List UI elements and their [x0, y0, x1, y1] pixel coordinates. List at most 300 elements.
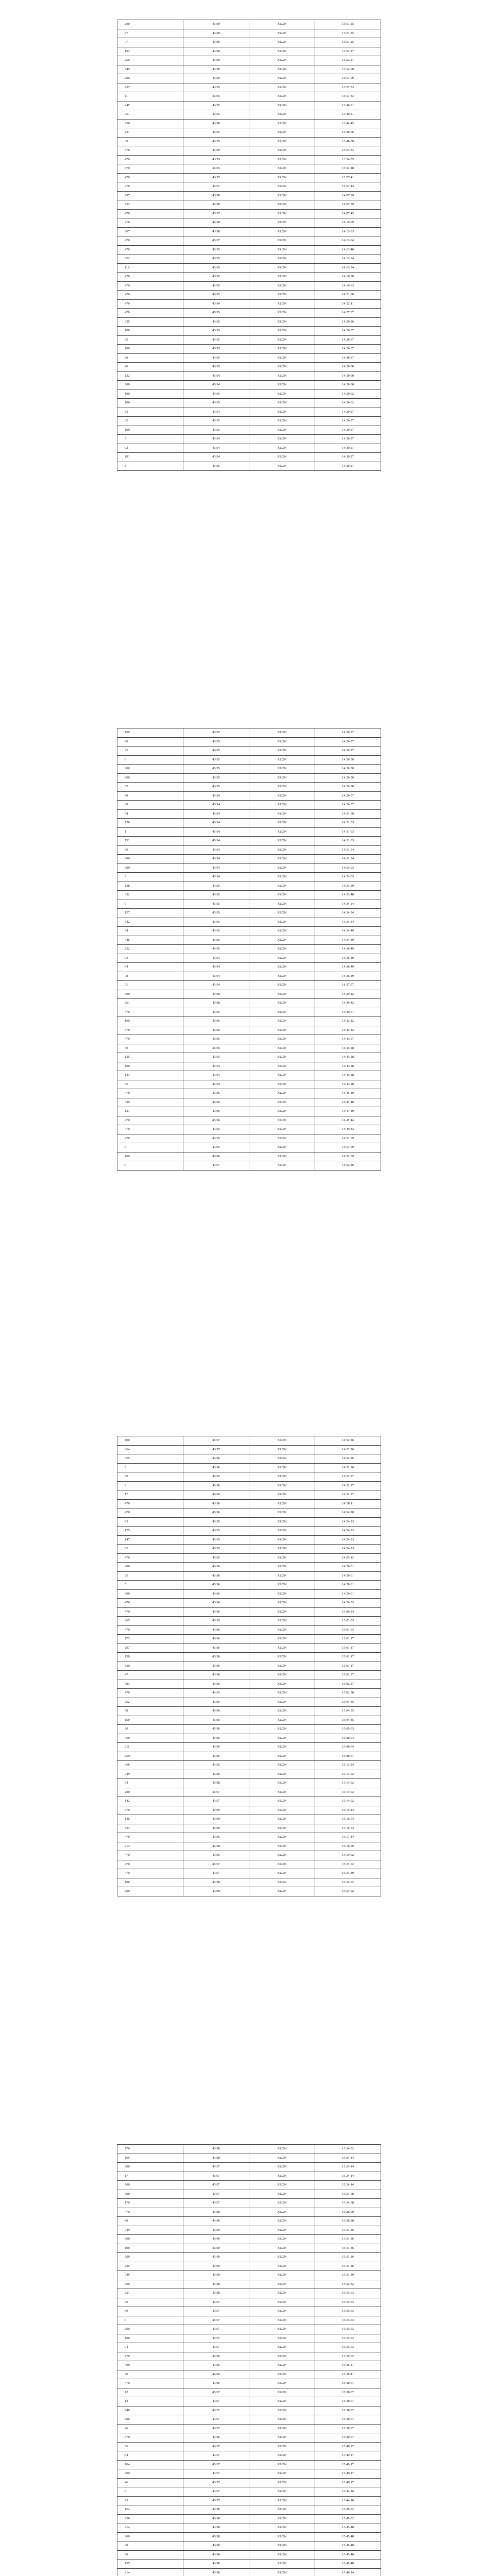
table-row — [117, 1788, 381, 1797]
table-row — [117, 1797, 381, 1806]
table-row — [117, 345, 381, 354]
table-row — [117, 1509, 381, 1518]
cell-time: 15:38:07 — [315, 2379, 381, 2388]
cell-quantity: 48 — [117, 2217, 183, 2226]
table-row — [117, 218, 381, 228]
table-row — [117, 990, 381, 999]
cell-quantity: 251 — [117, 110, 183, 120]
table-row — [117, 1599, 381, 1608]
cell-time: 13:53:33 — [315, 146, 381, 156]
cell-time: 13:57:41 — [315, 173, 381, 182]
cell-venue: XLON — [249, 2379, 315, 2388]
table-row — [117, 2163, 381, 2172]
cell-quantity: 17 — [117, 1490, 183, 1500]
table-row — [117, 200, 381, 210]
cell-quantity: 90 — [117, 2298, 183, 2307]
cell-venue: XLON — [249, 2560, 315, 2569]
cell-quantity: 200 — [117, 1563, 183, 1572]
cell-price: 43.98 — [183, 191, 249, 200]
cell-quantity: 470 — [117, 173, 183, 182]
cell-quantity: 470 — [117, 164, 183, 174]
cell-quantity: 470 — [117, 2433, 183, 2443]
cell-quantity: 5 — [117, 873, 183, 882]
cell-time: 14:13:54 — [315, 263, 381, 273]
cell-price: 43.94 — [183, 381, 249, 390]
cell-time: 15:24:14 — [315, 2154, 381, 2163]
table-row — [117, 2361, 381, 2370]
cell-venue: XLON — [249, 1436, 315, 1446]
table-row — [117, 1008, 381, 1017]
cell-venue: XLON — [249, 1815, 315, 1824]
cell-quantity: 240 — [117, 2406, 183, 2415]
cell-venue: XLON — [249, 837, 315, 846]
cell-venue: XLON — [249, 1527, 315, 1536]
cell-price: 43.94 — [183, 1071, 249, 1080]
cell-price: 43.98 — [183, 2532, 249, 2541]
cell-time: 15:26:00 — [315, 2208, 381, 2217]
cell-quantity: 212 — [117, 1842, 183, 1851]
cell-price: 43.97 — [183, 1445, 249, 1454]
cell-price: 43.94 — [183, 873, 249, 882]
cell-venue: XLON — [249, 327, 315, 336]
cell-price: 43.97 — [183, 2172, 249, 2181]
cell-price: 43.95 — [183, 1472, 249, 1482]
cell-time: 14:30:27 — [315, 435, 381, 444]
cell-price: 43.96 — [183, 1671, 249, 1680]
cell-time: 15:45:48 — [315, 2523, 381, 2533]
cell-price: 43.95 — [183, 263, 249, 273]
cell-venue: XLON — [249, 2541, 315, 2551]
cell-price: 43.98 — [183, 2208, 249, 2217]
cell-quantity: 470 — [117, 309, 183, 318]
cell-time: 15:46:14 — [315, 2568, 381, 2576]
cell-venue: XLON — [249, 1607, 315, 1617]
cell-time: 14:28:37 — [315, 327, 381, 336]
cell-price: 43.97 — [183, 1788, 249, 1797]
cell-price: 43.96 — [183, 1563, 249, 1572]
cell-venue: XLON — [249, 363, 315, 372]
cell-price: 43.95 — [183, 155, 249, 164]
table-row — [117, 891, 381, 900]
table-row — [117, 2560, 381, 2569]
cell-quantity: 170 — [117, 2145, 183, 2154]
cell-venue: XLON — [249, 1662, 315, 1671]
cell-venue: XLON — [249, 2163, 315, 2172]
cell-quantity: 94 — [117, 2343, 183, 2352]
cell-venue: XLON — [249, 954, 315, 963]
cell-time: 15:28:28 — [315, 2217, 381, 2226]
cell-quantity: 150 — [117, 1716, 183, 1725]
cell-price: 43.98 — [183, 227, 249, 236]
table-row — [117, 2550, 381, 2560]
table-row — [117, 1752, 381, 1761]
cell-time: 14:33:48 — [315, 891, 381, 900]
table-row — [117, 453, 381, 462]
cell-venue: XLON — [249, 2415, 315, 2425]
cell-venue: XLON — [249, 173, 315, 182]
cell-venue: XLON — [249, 2226, 315, 2235]
cell-time: 14:52:26 — [315, 1436, 381, 1446]
cell-price: 43.95 — [183, 1134, 249, 1143]
cell-quantity: 8 — [117, 462, 183, 471]
cell-time: 15:01:03 — [315, 1617, 381, 1626]
cell-venue: XLON — [249, 1563, 315, 1572]
cell-quantity: 5 — [117, 1143, 183, 1153]
cell-quantity: 20 — [117, 1725, 183, 1734]
cell-time: 14:07:45 — [315, 209, 381, 218]
cell-quantity: 118 — [117, 263, 183, 273]
cell-time: 14:34:24 — [315, 900, 381, 909]
cell-venue: XLON — [249, 765, 315, 774]
cell-time: 13:40:21 — [315, 110, 381, 120]
cell-venue: XLON — [249, 981, 315, 990]
cell-time: 13:57:09 — [315, 74, 381, 83]
cell-price: 43.96 — [183, 1662, 249, 1671]
table-row — [117, 1563, 381, 1572]
cell-price: 43.95 — [183, 1527, 249, 1536]
cell-time: 14:10:09 — [315, 218, 381, 228]
cell-quantity: 136 — [117, 1815, 183, 1824]
cell-quantity: 5 — [117, 435, 183, 444]
cell-time: 15:35:02 — [315, 2352, 381, 2361]
cell-time: 14:33:29 — [315, 882, 381, 891]
cell-quantity: 221 — [117, 2289, 183, 2298]
cell-time: 13:57:44 — [315, 182, 381, 192]
cell-quantity: 200 — [117, 990, 183, 999]
cell-time: 14:37:07 — [315, 981, 381, 990]
cell-price: 43.97 — [183, 2496, 249, 2505]
cell-quantity: 200 — [117, 2235, 183, 2244]
cell-venue: XLON — [249, 1752, 315, 1761]
cell-quantity: 223 — [117, 200, 183, 210]
cell-quantity: 225 — [117, 2262, 183, 2271]
cell-time: 13:48:08 — [315, 137, 381, 146]
cell-price: 43.95 — [183, 110, 249, 120]
cell-quantity: 370 — [117, 1026, 183, 1035]
cell-venue: XLON — [249, 773, 315, 783]
table-row — [117, 1662, 381, 1671]
cell-price: 43.99 — [183, 1806, 249, 1815]
cell-price: 43.95 — [183, 1545, 249, 1554]
cell-price: 43.94 — [183, 845, 249, 855]
cell-price: 43.97 — [183, 1436, 249, 1446]
cell-quantity: 20 — [117, 353, 183, 363]
cell-venue: XLON — [249, 2280, 315, 2289]
table-row — [117, 2352, 381, 2361]
cell-time: 14:58:11 — [315, 1499, 381, 1509]
cell-time: 14:52:09 — [315, 1152, 381, 1161]
table-row — [117, 755, 381, 765]
cell-time: 14:39:42 — [315, 990, 381, 999]
cell-venue: XLON — [249, 918, 315, 927]
table-row — [117, 1089, 381, 1098]
cell-time: 15:05:03 — [315, 1725, 381, 1734]
cell-quantity: 259 — [117, 1752, 183, 1761]
cell-venue: XLON — [249, 2433, 315, 2443]
table-row — [117, 783, 381, 792]
cell-price: 43.97 — [183, 2199, 249, 2208]
cell-price: 43.96 — [183, 1752, 249, 1761]
cell-venue: XLON — [249, 119, 315, 128]
cell-venue: XLON — [249, 1545, 315, 1554]
cell-time: 14:30:27 — [315, 462, 381, 471]
cell-quantity: 50 — [117, 737, 183, 747]
cell-quantity: 12 — [117, 2397, 183, 2406]
cell-quantity: 40 — [117, 363, 183, 372]
cell-price: 43.98 — [183, 2154, 249, 2163]
cell-time: 14:19:33 — [315, 281, 381, 291]
table-row — [117, 2190, 381, 2199]
cell-price: 43.95 — [183, 281, 249, 291]
cell-time: 14:30:27 — [315, 737, 381, 747]
cell-price: 43.98 — [183, 2289, 249, 2298]
table-row — [117, 1689, 381, 1698]
cell-time: 14:43:28 — [315, 1071, 381, 1080]
cell-price: 43.96 — [183, 1509, 249, 1518]
cell-price: 43.90 — [183, 38, 249, 47]
table-row — [117, 1725, 381, 1734]
cell-venue: XLON — [249, 1698, 315, 1707]
cell-price: 43.94 — [183, 371, 249, 381]
cell-price: 43.95 — [183, 755, 249, 765]
table-row — [117, 1625, 381, 1635]
cell-time: 15:24:58 — [315, 2199, 381, 2208]
cell-venue: XLON — [249, 1599, 315, 1608]
table-row — [117, 408, 381, 417]
cell-time: 14:42:12 — [315, 1026, 381, 1035]
table-row — [117, 2262, 381, 2271]
cell-venue: XLON — [249, 2334, 315, 2343]
cell-time: 14:59:01 — [315, 1581, 381, 1590]
cell-time: 15:08:04 — [315, 1743, 381, 1752]
cell-time: 15:44:16 — [315, 2487, 381, 2497]
table-row — [117, 2505, 381, 2515]
table-row — [117, 1053, 381, 1062]
table-row — [117, 128, 381, 138]
cell-time: 14:40:51 — [315, 1008, 381, 1017]
table-row — [117, 1581, 381, 1590]
table-row — [117, 819, 381, 828]
cell-price: 43.95 — [183, 747, 249, 756]
table-row — [117, 2181, 381, 2190]
cell-time: 15:33:03 — [315, 2316, 381, 2325]
table-row — [117, 1770, 381, 1779]
cell-venue: XLON — [249, 1463, 315, 1472]
cell-quantity: 100 — [117, 1017, 183, 1026]
cell-price: 43.98 — [183, 2280, 249, 2289]
table-row — [117, 1607, 381, 1617]
cell-time: 15:04:35 — [315, 1698, 381, 1707]
table-row — [117, 164, 381, 174]
table-row — [117, 1589, 381, 1599]
cell-quantity: 355 — [117, 1454, 183, 1464]
table-row — [117, 1463, 381, 1472]
cell-venue: XLON — [249, 1125, 315, 1134]
cell-time: 14:54:23 — [315, 1517, 381, 1527]
cell-venue: XLON — [249, 945, 315, 954]
cell-venue: XLON — [249, 245, 315, 255]
table-row — [117, 1107, 381, 1116]
cell-time: 15:40:17 — [315, 2478, 381, 2487]
cell-time: 14:52:27 — [315, 1472, 381, 1482]
cell-quantity: 165 — [117, 2154, 183, 2163]
table-row — [117, 309, 381, 318]
cell-quantity: 159 — [117, 728, 183, 738]
cell-quantity: 97 — [117, 29, 183, 38]
cell-quantity: 56 — [117, 2442, 183, 2451]
cell-venue: XLON — [249, 737, 315, 747]
cell-price: 43.97 — [183, 2388, 249, 2397]
cell-price: 43.96 — [183, 1680, 249, 1689]
cell-quantity: 470 — [117, 1134, 183, 1143]
table-row — [117, 74, 381, 83]
table-row — [117, 155, 381, 164]
table-row — [117, 900, 381, 909]
cell-time: 14:59:53 — [315, 1599, 381, 1608]
cell-quantity: 470 — [117, 1599, 183, 1608]
cell-quantity: 297 — [117, 1643, 183, 1653]
cell-quantity: 135 — [117, 2560, 183, 2569]
cell-time: 14:52:26 — [315, 1161, 381, 1171]
cell-quantity: 400 — [117, 2361, 183, 2370]
cell-venue: XLON — [249, 2496, 315, 2505]
cell-price: 43.96 — [183, 1499, 249, 1509]
table-row — [117, 363, 381, 372]
cell-quantity: 342 — [117, 918, 183, 927]
cell-venue: XLON — [249, 882, 315, 891]
cell-quantity: 200 — [117, 2325, 183, 2334]
cell-price: 43.96 — [183, 1490, 249, 1500]
cell-time: 13:51:25 — [315, 29, 381, 38]
cell-time: 14:52:26 — [315, 1445, 381, 1454]
cell-time: 14:18:38 — [315, 273, 381, 282]
cell-price: 43.97 — [183, 2325, 249, 2334]
cell-price: 43.98 — [183, 200, 249, 210]
cell-quantity: 150 — [117, 1653, 183, 1662]
cell-time: 14:21:00 — [315, 291, 381, 300]
cell-price: 43.97 — [183, 1869, 249, 1878]
table-row — [117, 92, 381, 101]
table-row — [117, 2397, 381, 2406]
table-row — [117, 417, 381, 426]
cell-price: 43.97 — [183, 182, 249, 192]
table-row — [117, 747, 381, 756]
table-row — [117, 1698, 381, 1707]
cell-price: 43.95 — [183, 83, 249, 92]
cell-time: 13:44:45 — [315, 119, 381, 128]
table-row — [117, 1161, 381, 1171]
cell-price: 43.95 — [183, 1125, 249, 1134]
cell-price: 43.95 — [183, 936, 249, 945]
cell-venue: XLON — [249, 1152, 315, 1161]
cell-price: 43.95 — [183, 92, 249, 101]
cell-time: 13:52:27 — [315, 56, 381, 65]
cell-price: 43.95 — [183, 900, 249, 909]
table-row — [117, 1098, 381, 1107]
cell-quantity: 83 — [117, 1517, 183, 1527]
cell-time: 14:30:00 — [315, 363, 381, 372]
cell-price: 43.94 — [183, 801, 249, 810]
cell-venue: XLON — [249, 74, 315, 83]
cell-time: 15:21:02 — [315, 1860, 381, 1869]
cell-price: 43.94 — [183, 954, 249, 963]
cell-quantity: 77 — [117, 38, 183, 47]
cell-price: 43.94 — [183, 435, 249, 444]
table-row — [117, 1044, 381, 1053]
table-row — [117, 863, 381, 873]
cell-price: 43.97 — [183, 2451, 249, 2461]
cell-time: 13:46:06 — [315, 128, 381, 138]
cell-time: 14:31:03 — [315, 827, 381, 837]
cell-venue: XLON — [249, 399, 315, 408]
cell-quantity: 38 — [117, 801, 183, 810]
table-row — [117, 2280, 381, 2289]
cell-price: 43.97 — [183, 2478, 249, 2487]
cell-venue: XLON — [249, 863, 315, 873]
cell-venue: XLON — [249, 1734, 315, 1743]
cell-quantity: 2 — [117, 1481, 183, 1490]
cell-time: 13:57:33 — [315, 92, 381, 101]
table-row — [117, 2253, 381, 2262]
cell-price: 43.96 — [183, 2352, 249, 2361]
trades-table — [117, 728, 381, 1171]
cell-quantity: 200 — [117, 74, 183, 83]
cell-quantity: 127 — [117, 909, 183, 918]
cell-time: 15:31:36 — [315, 2253, 381, 2262]
cell-price: 43.95 — [183, 1044, 249, 1053]
cell-time: 14:30:50 — [315, 783, 381, 792]
table-row — [117, 999, 381, 1008]
cell-quantity: 65 — [117, 1545, 183, 1554]
table-row — [117, 2244, 381, 2253]
cell-quantity: 470 — [117, 1851, 183, 1860]
table-row — [117, 1472, 381, 1482]
table-row — [117, 38, 381, 47]
table-row — [117, 945, 381, 954]
cell-time: 14:13:54 — [315, 255, 381, 264]
cell-venue: XLON — [249, 1788, 315, 1797]
cell-price: 44.00 — [183, 146, 249, 156]
cell-venue: XLON — [249, 1571, 315, 1581]
table-row — [117, 954, 381, 963]
cell-price: 43.97 — [183, 2460, 249, 2469]
cell-venue: XLON — [249, 2478, 315, 2487]
table-row — [117, 972, 381, 981]
cell-price: 43.95 — [183, 101, 249, 110]
cell-time: 14:34:34 — [315, 918, 381, 927]
cell-quantity: 200 — [117, 2181, 183, 2190]
cell-price: 43.95 — [183, 765, 249, 774]
table-row — [117, 1535, 381, 1545]
table-row — [117, 1707, 381, 1716]
cell-price: 43.96 — [183, 1833, 249, 1842]
cell-quantity: 170 — [117, 2199, 183, 2208]
cell-venue: XLON — [249, 65, 315, 74]
table-row — [117, 1743, 381, 1752]
cell-price: 43.96 — [183, 1743, 249, 1752]
cell-venue: XLON — [249, 1098, 315, 1107]
cell-price: 43.97 — [183, 236, 249, 246]
cell-time: 14:07:39 — [315, 200, 381, 210]
cell-price: 43.97 — [183, 2307, 249, 2316]
cell-quantity: 200 — [117, 2280, 183, 2289]
cell-venue: XLON — [249, 263, 315, 273]
cell-price: 43.95 — [183, 945, 249, 954]
table-row — [117, 1806, 381, 1815]
cell-time: 15:33:03 — [315, 2307, 381, 2316]
table-row — [117, 728, 381, 738]
cell-price: 43.96 — [183, 1454, 249, 1464]
